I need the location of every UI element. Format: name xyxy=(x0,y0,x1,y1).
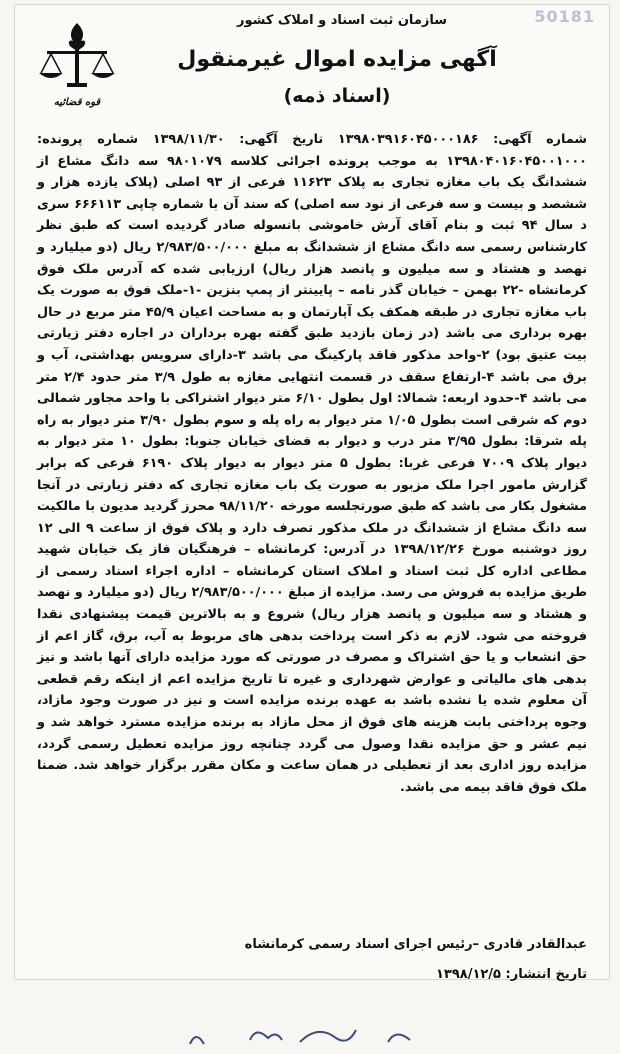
notice-clipping xyxy=(14,4,610,980)
notice-header xyxy=(15,11,609,123)
publish-date: تاریخ انتشار: ۱۳۹۸/۱۲/۵ xyxy=(435,967,587,982)
notice-subtitle: (اسناد ذمه) xyxy=(283,85,391,107)
handwritten-mark xyxy=(0,1000,620,1054)
signature-line: عبدالقادر قادری –رئیس اجرای اسناد رسمی کرمانشاه xyxy=(244,937,587,952)
stamp-number: 50181 xyxy=(534,7,595,26)
organization-name: سازمان ثبت اسناد و املاک کشور xyxy=(236,13,448,28)
notice-body-text: شماره آگهی: ۱۳۹۸۰۳۹۱۶۰۴۵۰۰۰۱۸۶ تاریخ آگهی: ۱۳۹۸/۱۱/۳۰ شماره پرونده: ۱۳۹۸۰۴۰۱۶۰۴۵۰۰۱۰۰۰ به موجب پرونده اجرائی کلاسه ۹۸۰۱۰۷۹ سه دانگ مشاع از ششدانگ یک باب مغازه تجاری به پلاک ۱۱۶۲۳ فرعی از ۹۳ اصلی (پلاک یازده هزار و ششصد و بیست و سه فرعی از نود سه اصلی) که سند آن با شماره چاپی ۶۶۶۱۱۳ سری د سال ۹۴ ثبت و بنام آقای آرش خاموشی بانسوله صادر گردیده است که طبق نظر کارشناس رسمی سه دانگ مشاع از ششدانگ به مبلغ ۲/۹۸۳/۵۰۰/۰۰۰ ریال (دو میلیارد و نهصد و هشتاد و سه میلیون و پانصد هزار ریال) ارزیابی شده که آدرس ملک فوق کرمانشاه -۲۲ بهمن – خیابان گذر نامه – پایینتر از پمپ بنزین -۱-ملک فوق به صورت یک باب مغازه تجاری در طبقه همکف یک آپارتمان و به مساحت اعیان ۴۵/۹ متر مربع در حال بهره برداری می باشد (در زمان بازدید طبق گفته بهره برداران در اجاره دفتر زیارتی بیت عتیق بود) ۲-واحد مذکور فاقد پارکینگ می باشد ۳-دارای سرویس بهداشتی، آب و برق می باشد ۴-ارتفاع سقف در قسمت انتهایی مغازه به طول ۳/۹ متر حدود ۲/۴ متر می باشد ۴-حدود اربعه: شمالا: اول بطول ۶/۱۰ متر دیوار اشتراکی با واحد مجاور شمالی دوم که شرقی است بطول ۱/۰۵ متر دیوار به راه پله و سوم بطول ۳/۹۰ متر دیوار به راه پله شرقا: بطول ۳/۹۵ متر درب و دیوار به فضای خیابان جنوبا: بطول ۱۰ متر دیوار به دیوار پلاک ۷۰۰۹ فرعی غربا: بطول ۵ متر دیوار به دیوار پلاک ۶۱۹۰ فرعی که برابر گزارش مامور اجرا ملک مزبور به صورت یک باب مغازه تجاری که دفتر زیارتی در آنجا مشغول بکار می باشد که طبق صورتجلسه مورخه ۹۸/۱۱/۲۰ محرز گردید مدیون با مالکیت سه دانگ مشاع از ششدانگ در ملک مذکور تصرف دارد و پلاک فوق از ساعت ۹ الی ۱۲ روز دوشنبه مورخ ۱۳۹۸/۱۲/۲۶ در آدرس: کرمانشاه – فرهنگیان فاز یک خیابان شهید مطاعی اداره کل ثبت اسناد و املاک استان کرمانشاه – اداره اجراء اسناد رسمی از طریق مزایده به فروش می رسد. مزایده از مبلغ ۲/۹۸۳/۵۰۰/۰۰۰ ریال (دو میلیارد و نهصد و هشتاد و سه میلیون و پانصد هزار ریال) شروع و به بالاترین قیمت پیشنهادی نقدا فروخته می شود. لازم به ذکر است پرداخت بدهی های مربوط به آب، برق، گاز اعم از حق انشعاب و یا حق اشتراک و مصرف در صورتی که مورد مزایده دارای آنها باشد و نیز بدهی های مالیاتی و عوارض شهرداری و غیره تا تاریخ مزایده اعم از اینکه رقم قطعی آن معلوم شده یا نشده باشد به عهده برنده مزایده است و نیز در صورت وجود مازاد، وجوه پرداختی بابت هزینه های فوق از محل مازاد به برنده مزایده مسترد خواهد شد و نیم عشر و حق مزایده نقدا وصول می گردد چنانچه روز مزایده تعطیل رسمی گردد، مزایده روز اداری بعد از تعطیلی در همان ساعت و مکان مقرر برگزار خواهد شد. ضمنا ملک فوق فاقد بیمه می باشد. xyxy=(37,132,588,795)
judiciary-emblem xyxy=(33,17,121,117)
scales-emblem-icon xyxy=(33,17,121,97)
emblem-label: قوه قضائیه xyxy=(53,97,101,108)
notice-title: آگهی مزایده اموال غیرمنقول xyxy=(177,47,497,72)
